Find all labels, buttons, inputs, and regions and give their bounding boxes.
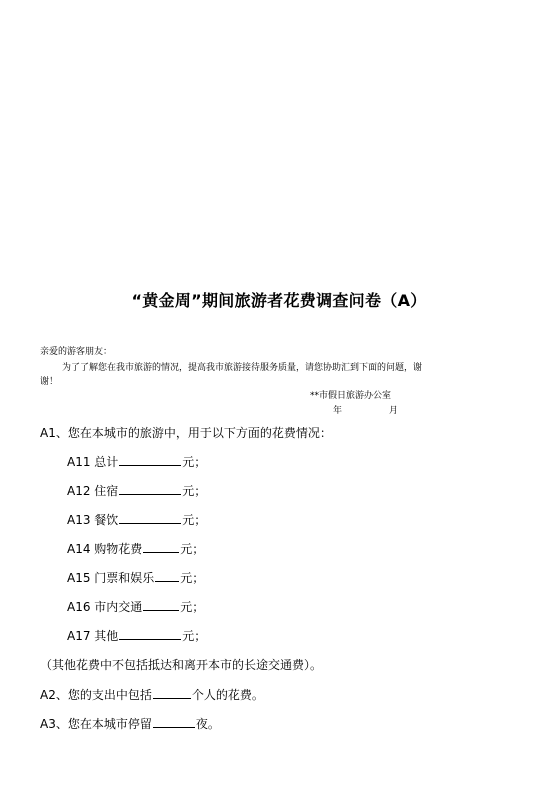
- item-suffix: 元；: [182, 455, 207, 469]
- intro-line-1: 为了了解您在我市旅游的情况，提高我市旅游接待服务质量，请您协助汇到下面的问题，谢: [62, 363, 423, 373]
- item-suffix: 元；: [180, 571, 205, 585]
- greeting: 亲爱的游客朋友：: [40, 347, 113, 357]
- item-suffix: 元；: [182, 629, 207, 643]
- intro-line-2: 谢！: [40, 377, 59, 387]
- organization: **市假日旅游办公室: [310, 391, 392, 401]
- item-a14: [67, 540, 204, 557]
- question-a1: A1、您在本城市的旅游中，用于以下方面的花费情况：: [40, 426, 332, 440]
- question-suffix: 夜。: [195, 717, 220, 731]
- answer-blank[interactable]: [153, 716, 195, 728]
- answer-blank[interactable]: [119, 454, 181, 466]
- answer-blank[interactable]: [143, 599, 179, 611]
- item-a16: [67, 598, 204, 615]
- answer-blank[interactable]: [143, 541, 179, 553]
- page-title: “黄金周”期间旅游者花费调查问卷（A）: [131, 291, 427, 310]
- item-suffix: 元；: [180, 542, 205, 556]
- item-label: A11 总计: [67, 455, 119, 469]
- item-label: A17 其他: [67, 629, 119, 643]
- spending-note: （其他花费中不包括抵达和离开本市的长途交通费）。: [40, 658, 323, 672]
- question-a2: [40, 686, 264, 703]
- item-label: A16 市内交通: [67, 600, 143, 614]
- item-a12: [67, 482, 206, 499]
- item-label: A15 门票和娱乐: [67, 571, 155, 585]
- question-a3: [40, 715, 220, 732]
- answer-blank[interactable]: [119, 628, 181, 640]
- answer-blank[interactable]: [153, 687, 191, 699]
- item-label: A12 住宿: [67, 484, 119, 498]
- item-a11: [67, 453, 206, 470]
- question-suffix: 个人的花费。: [191, 688, 264, 702]
- item-a13: [67, 511, 206, 528]
- item-suffix: 元；: [182, 513, 207, 527]
- date-month-label: 月: [389, 406, 399, 416]
- item-suffix: 元；: [180, 600, 205, 614]
- date-year-label: 年: [333, 406, 343, 416]
- answer-blank[interactable]: [155, 570, 179, 582]
- answer-blank[interactable]: [119, 483, 181, 495]
- item-a17: [67, 627, 206, 644]
- question-prefix: A2、您的支出中包括: [40, 688, 152, 702]
- answer-blank[interactable]: [119, 512, 181, 524]
- item-suffix: 元；: [182, 484, 207, 498]
- item-label: A13 餐饮: [67, 513, 119, 527]
- question-prefix: A3、您在本城市停留: [40, 717, 152, 731]
- item-a15: [67, 569, 204, 586]
- item-label: A14 购物花费: [67, 542, 143, 556]
